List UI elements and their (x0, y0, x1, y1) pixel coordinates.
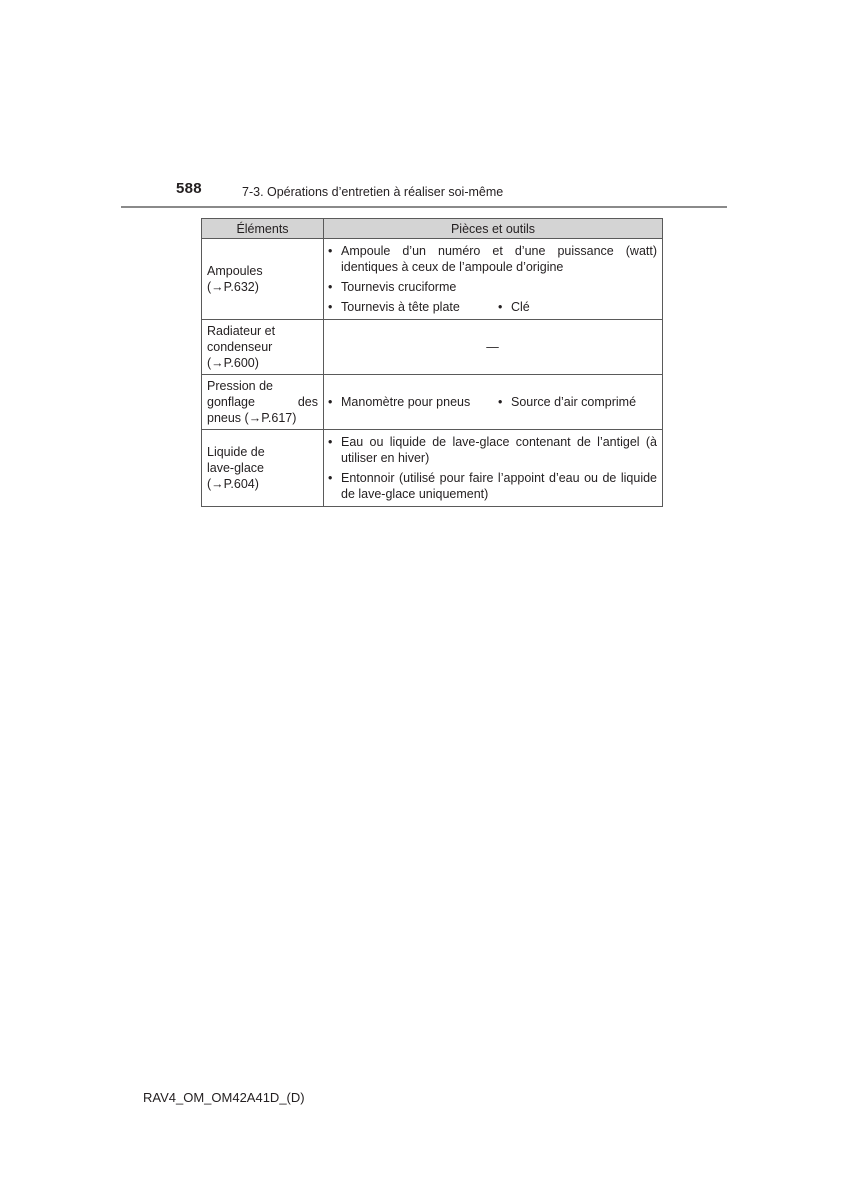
item-label: Ampoules (207, 264, 263, 278)
item-cell-radiator (202, 320, 324, 375)
bullet-icon: • (498, 395, 503, 409)
bullet-icon: • (328, 244, 333, 258)
bullet-icon: • (498, 300, 503, 314)
list-item-text: Source d’air comprimé (511, 395, 637, 409)
item-cell-washer-fluid (202, 430, 324, 507)
bullet-icon: • (328, 300, 333, 314)
list-item (328, 299, 657, 315)
table-row (202, 375, 663, 430)
list-item-text: Eau ou liquide de lave-glace contenant de l’antigel (à utiliser en hiver) (341, 435, 657, 465)
table-row (202, 239, 663, 320)
list-item-text: Entonnoir (utilisé pour faire l’appoint d’eau ou de liquide de lave-glace uniquement) (341, 471, 657, 501)
list-item-text: Manomètre pour pneus (341, 395, 471, 409)
item-label: lave-glace (207, 461, 264, 475)
page-reference: pneus (→P.617) (207, 411, 297, 425)
parts-cell-radiator: — (324, 320, 663, 375)
page-number: 588 (176, 180, 202, 197)
table-header-row (202, 219, 663, 239)
column-header-items: Éléments (202, 219, 324, 239)
bullet-icon: • (328, 435, 333, 449)
item-label: Radiateur et (207, 324, 276, 338)
document-code: RAV4_OM_OM42A41D_(D) (143, 1090, 305, 1105)
list-item (328, 434, 657, 466)
list-item-text: Ampoule d’un numéro et d’une puissance (watt) identiques à ceux de l’ampoule d’origine (341, 244, 657, 274)
list-item (328, 279, 657, 295)
table-row (202, 430, 663, 507)
parts-and-tools-table (201, 218, 663, 507)
page-reference: (→P.604) (207, 477, 259, 491)
item-label: condenseur (207, 340, 273, 354)
list-item (328, 470, 657, 502)
item-label: gonflage des (207, 395, 318, 409)
parts-cell-washer-fluid (324, 430, 663, 507)
parts-cell-bulbs (324, 239, 663, 320)
item-label: Pression de (207, 379, 274, 393)
page-reference: (→P.632) (207, 280, 259, 294)
bullet-icon: • (328, 280, 333, 294)
item-cell-bulbs (202, 239, 324, 320)
list-item-text: Tournevis à tête plate (341, 300, 460, 314)
bullet-icon: • (328, 471, 333, 485)
bullet-icon: • (328, 395, 333, 409)
section-title: 7-3. Opérations d’entretien à réaliser soi-même (242, 185, 504, 199)
table-row (202, 320, 663, 375)
list-item-text: Tournevis cruciforme (341, 280, 457, 294)
list-item (328, 394, 657, 410)
header-rule (121, 206, 727, 208)
column-header-parts: Pièces et outils (324, 219, 663, 239)
parts-cell-tire-pressure (324, 375, 663, 430)
item-cell-tire-pressure (202, 375, 324, 430)
list-item (328, 243, 657, 275)
page-reference: (→P.600) (207, 356, 259, 370)
item-label: Liquide de (207, 445, 265, 459)
list-item-text: Clé (511, 300, 530, 314)
